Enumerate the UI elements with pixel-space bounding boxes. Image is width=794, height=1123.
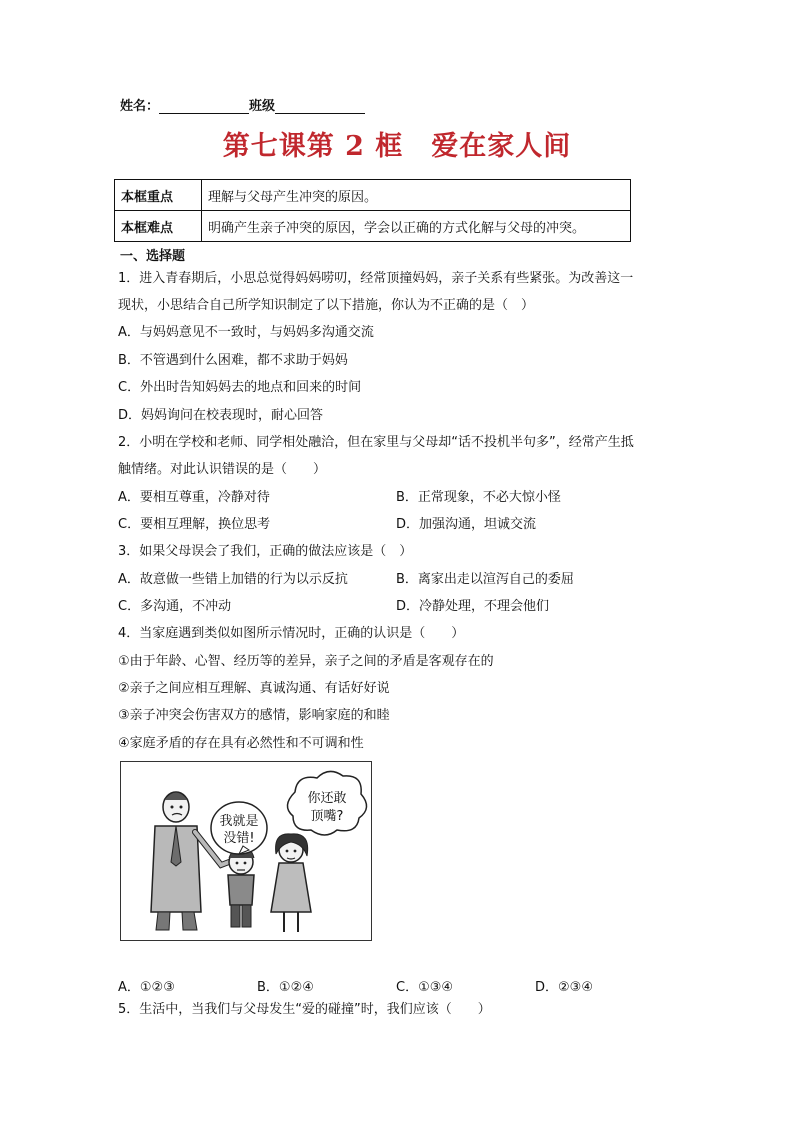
difficulty-value: 明确产生亲子冲突的原因，学会以正确的方式化解与父母的冲突。 xyxy=(202,211,631,242)
q4-option-d[interactable]: D．②③④ xyxy=(535,980,593,995)
q4-statement-1: ①由于年龄、心智、经历等的差异，亲子之间的矛盾是客观存在的 xyxy=(118,654,494,669)
q4-stem: 4．当家庭遇到类似如图所示情况时，正确的认识是（ ） xyxy=(118,626,465,641)
name-label: 姓名： xyxy=(120,99,160,114)
q4-option-b[interactable]: B．①②④ xyxy=(257,980,314,995)
table-row xyxy=(115,180,631,211)
q3-option-b[interactable]: B．离家出走以渲泻自己的委屈 xyxy=(396,572,574,587)
page-title: 第七课第 2 框 爱在家人间 xyxy=(222,131,572,162)
difficulty-key: 本框难点 xyxy=(115,211,202,242)
q4-option-c[interactable]: C．①③④ xyxy=(396,980,454,995)
q5-stem: 5．生活中，当我们与父母发生“爱的碰撞”时，我们应该（ ） xyxy=(118,1002,491,1017)
q1-stem-line1: 1．进入青春期后，小思总觉得妈妈唠叨，经常顶撞妈妈，亲子关系有些紧张。为改善这一 xyxy=(118,271,634,286)
q2-option-c[interactable]: C．要相互理解，换位思考 xyxy=(118,517,271,532)
q4-option-a[interactable]: A．①②③ xyxy=(118,980,175,995)
q1-option-c[interactable]: C．外出时告知妈妈去的地点和回来的时间 xyxy=(118,380,362,395)
mother-speech-bubble xyxy=(287,771,366,835)
mother-bubble-line1: 你还敢 xyxy=(307,791,347,806)
class-label: 班级 xyxy=(249,99,276,114)
q4-statement-3: ③亲子冲突会伤害双方的感情，影响家庭的和睦 xyxy=(118,708,390,723)
focus-value: 理解与父母产生冲突的原因。 xyxy=(202,180,631,211)
focus-key: 本框重点 xyxy=(115,180,202,211)
child-speech-bubble xyxy=(211,802,267,854)
section-title: 一、选择题 xyxy=(120,249,186,264)
q3-stem: 3．如果父母误会了我们，正确的做法应该是（ ） xyxy=(118,544,413,559)
q3-option-a[interactable]: A．故意做一些错上加错的行为以示反抗 xyxy=(118,572,348,587)
class-blank[interactable] xyxy=(275,101,365,114)
q4-statement-4: ④家庭矛盾的存在具有必然性和不可调和性 xyxy=(118,736,364,751)
focus-table xyxy=(114,179,631,242)
table-row xyxy=(115,211,631,242)
q4-statement-2: ②亲子之间应相互理解、真诚沟通、有话好好说 xyxy=(118,681,390,696)
q1-option-d[interactable]: D．妈妈询问在校表现时，耐心回答 xyxy=(118,408,324,423)
child-figure xyxy=(228,849,254,927)
q1-option-a[interactable]: A．与妈妈意见不一致时，与妈妈多沟通交流 xyxy=(118,325,374,340)
q2-option-b[interactable]: B．正常现象，不必大惊小怪 xyxy=(396,490,561,505)
mother-figure xyxy=(271,834,311,932)
child-bubble-line1: 我就是 xyxy=(219,814,259,829)
name-class-line xyxy=(120,95,365,114)
q2-option-a[interactable]: A．要相互尊重，冷静对待 xyxy=(118,490,270,505)
mother-bubble-line2: 顶嘴? xyxy=(310,809,344,824)
q2-option-d[interactable]: D．加强沟通，坦诚交流 xyxy=(396,517,537,532)
family-conflict-cartoon xyxy=(120,761,372,941)
q2-stem-line1: 2．小明在学校和老师、同学相处融洽，但在家里与父母却“话不投机半句多”，经常产生抵 xyxy=(118,435,634,450)
q3-option-c[interactable]: C．多沟通，不冲动 xyxy=(118,599,232,614)
q2-stem-line2: 触情绪。对此认识错误的是（ ） xyxy=(118,462,327,477)
q1-stem-line2: 现状，小思结合自己所学知识制定了以下措施，你认为不正确的是（ ） xyxy=(118,298,535,313)
q1-option-b[interactable]: B．不管遇到什么困难，都不求助于妈妈 xyxy=(118,353,348,368)
child-bubble-line2: 没错! xyxy=(223,831,255,846)
name-blank[interactable] xyxy=(159,101,249,114)
q3-option-d[interactable]: D．冷静处理，不理会他们 xyxy=(396,599,550,614)
